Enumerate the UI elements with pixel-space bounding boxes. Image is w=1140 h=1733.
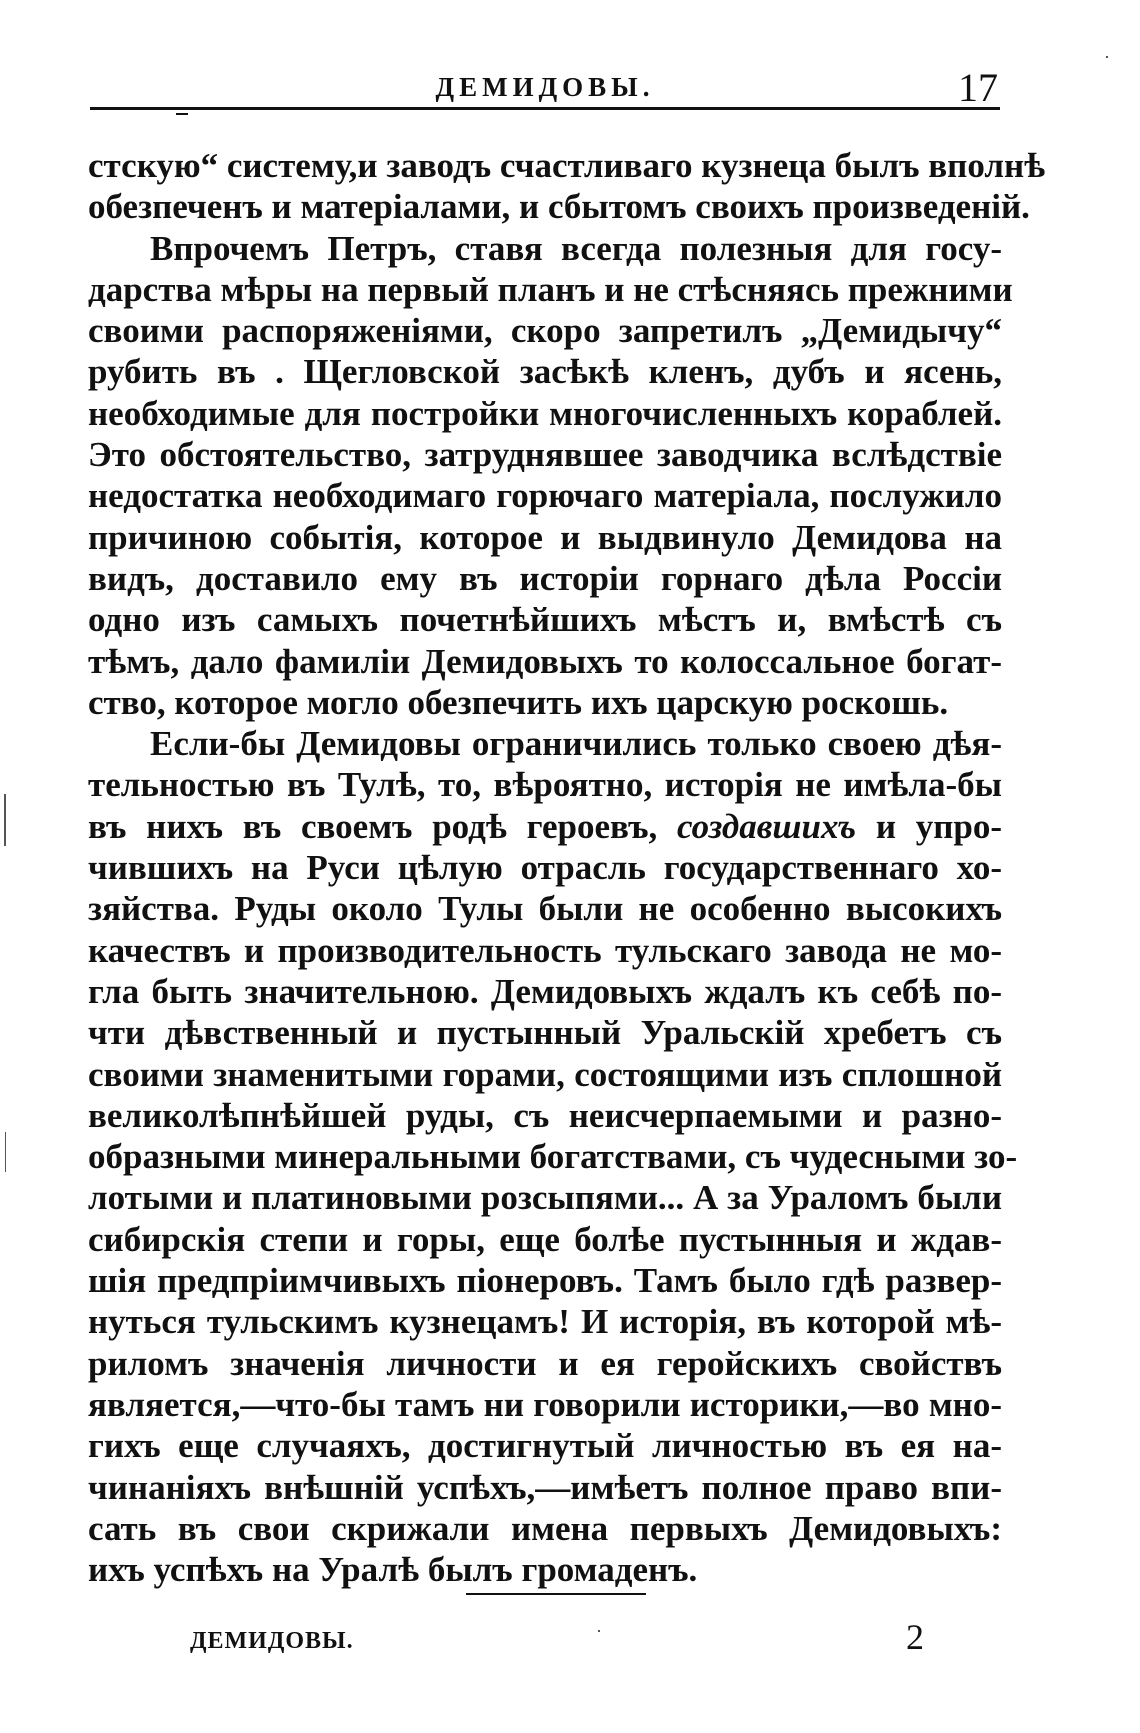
signature-mark: ДЕМИДОВЫ. [190,1628,354,1654]
text-line: видъ, доставило ему въ исторіи горнаго дѣла Россіи [88,558,1002,598]
italic-word: создавшихъ [676,806,857,846]
page-header [90,62,1000,110]
print-speck [1106,56,1108,58]
text-line: стскую“ систему,и заводъ счастливаго кузнеца былъ вполнѣ [88,146,1046,185]
header-rule [90,107,1000,110]
text-line: одно изъ самыхъ почетнѣйшихъ мѣстъ и, вмѣстѣ съ [88,600,1002,640]
text-line: зяйства. Руды около Тулы были не особенно высокихъ [88,889,1002,929]
text-line: гла быть значительною. Демидовыхъ ждалъ къ себѣ по- [88,971,1002,1011]
text-line: тѣмъ, дало фамиліи Демидовыхъ то колоссальное богат- [88,641,1002,681]
text-line: образными минеральными богатствами, съ чудесными зо- [88,1137,1018,1177]
text-line: необходимые для постройки многочисленныхъ кораблей. [88,393,1002,433]
scan-edge-mark [5,1132,6,1172]
text-line: лотыми и платиновыми розсыпями... А за Ураломъ были [88,1178,1002,1218]
header-rule-mark [176,108,188,115]
text-line: чившихъ на Руси цѣлую отрасль государственнаго хо- [88,848,1002,888]
text-line: шія предпріимчивыхъ піонеровъ. Тамъ было гдѣ развер- [88,1261,1002,1301]
text-line: качествъ и производительность тульскаго завода не мо- [88,930,1002,970]
text-line: Если-бы Демидовы ограничились только своею дѣя- [150,724,1002,764]
text-line: своими распоряженіями, скоро запретилъ „Демидычу“ [88,311,1002,351]
body-text [88,145,1046,1590]
text-line: обезпеченъ и матеріалами, и сбытомъ своихъ произведеній. [88,187,1030,227]
text-line: является,—что-бы тамъ ни говорили историки,—во мно- [88,1384,1002,1424]
text-line: тельностью въ Тулѣ, то, вѣроятно, исторія не имѣла-бы [88,765,1002,805]
text-line: великолѣпнѣйшей руды, съ неисчерпаемыми и разно- [88,1095,1002,1135]
text-run: въ нихъ въ своемъ родѣ героевъ, [88,806,658,846]
text-line: нуться тульскимъ кузнецамъ! И исторія, въ которой мѣ- [88,1302,1002,1342]
text-line: чинаніяхъ внѣшній успѣхъ,—имѣетъ полное право впи- [88,1467,1002,1507]
text-line: риломъ значенія личности и ея геройскихъ свойствъ [88,1343,1002,1383]
text-line: ихъ успѣхъ на Уралѣ былъ громаденъ. [88,1550,698,1590]
text-line: своими знаменитыми горами, состоящими изъ сплошной [88,1054,1002,1094]
text-line: дарства мѣры на первый планъ и не стѣсняясь прежними [88,269,1013,309]
scan-edge-mark [4,794,6,846]
text-run: и упро- [875,806,1002,846]
text-line: недостатка необходимаго горючаго матеріала, послужило [88,476,1002,516]
text-line: сибирскія степи и горы, еще болѣе пустынныя и ждав- [88,1219,1002,1259]
text-line: Впрочемъ Петръ, ставя всегда полезныя для госу- [150,228,1002,268]
page-number: 17 [958,65,998,110]
signature-number: 2 [906,1617,924,1657]
text-line: сать въ свои скрижали имена первыхъ Демидовыхъ: [88,1508,1002,1548]
text-line: чти дѣвственный и пустынный Уральскій хребетъ съ [88,1013,1002,1053]
print-speck [598,1630,600,1632]
text-line: ство, которое могло обезпечить ихъ царскую роскошь. [88,682,949,722]
running-title: ДЕМИДОВЫ. [435,72,655,102]
text-line: причиною событія, которое и выдвинуло Демидова на [88,517,1002,557]
text-line-with-italic [88,806,1002,847]
text-line: гихъ еще случаяхъ, достигнутый личностью въ ея на- [88,1426,1002,1466]
text-line: Это обстоятельство, затруднявшее заводчика вслѣдствіе [88,435,1002,475]
text-line: рубить въ . Щегловской засѣкѣ кленъ, дубъ и ясень, [88,352,1002,392]
footer-rule [466,1593,646,1595]
